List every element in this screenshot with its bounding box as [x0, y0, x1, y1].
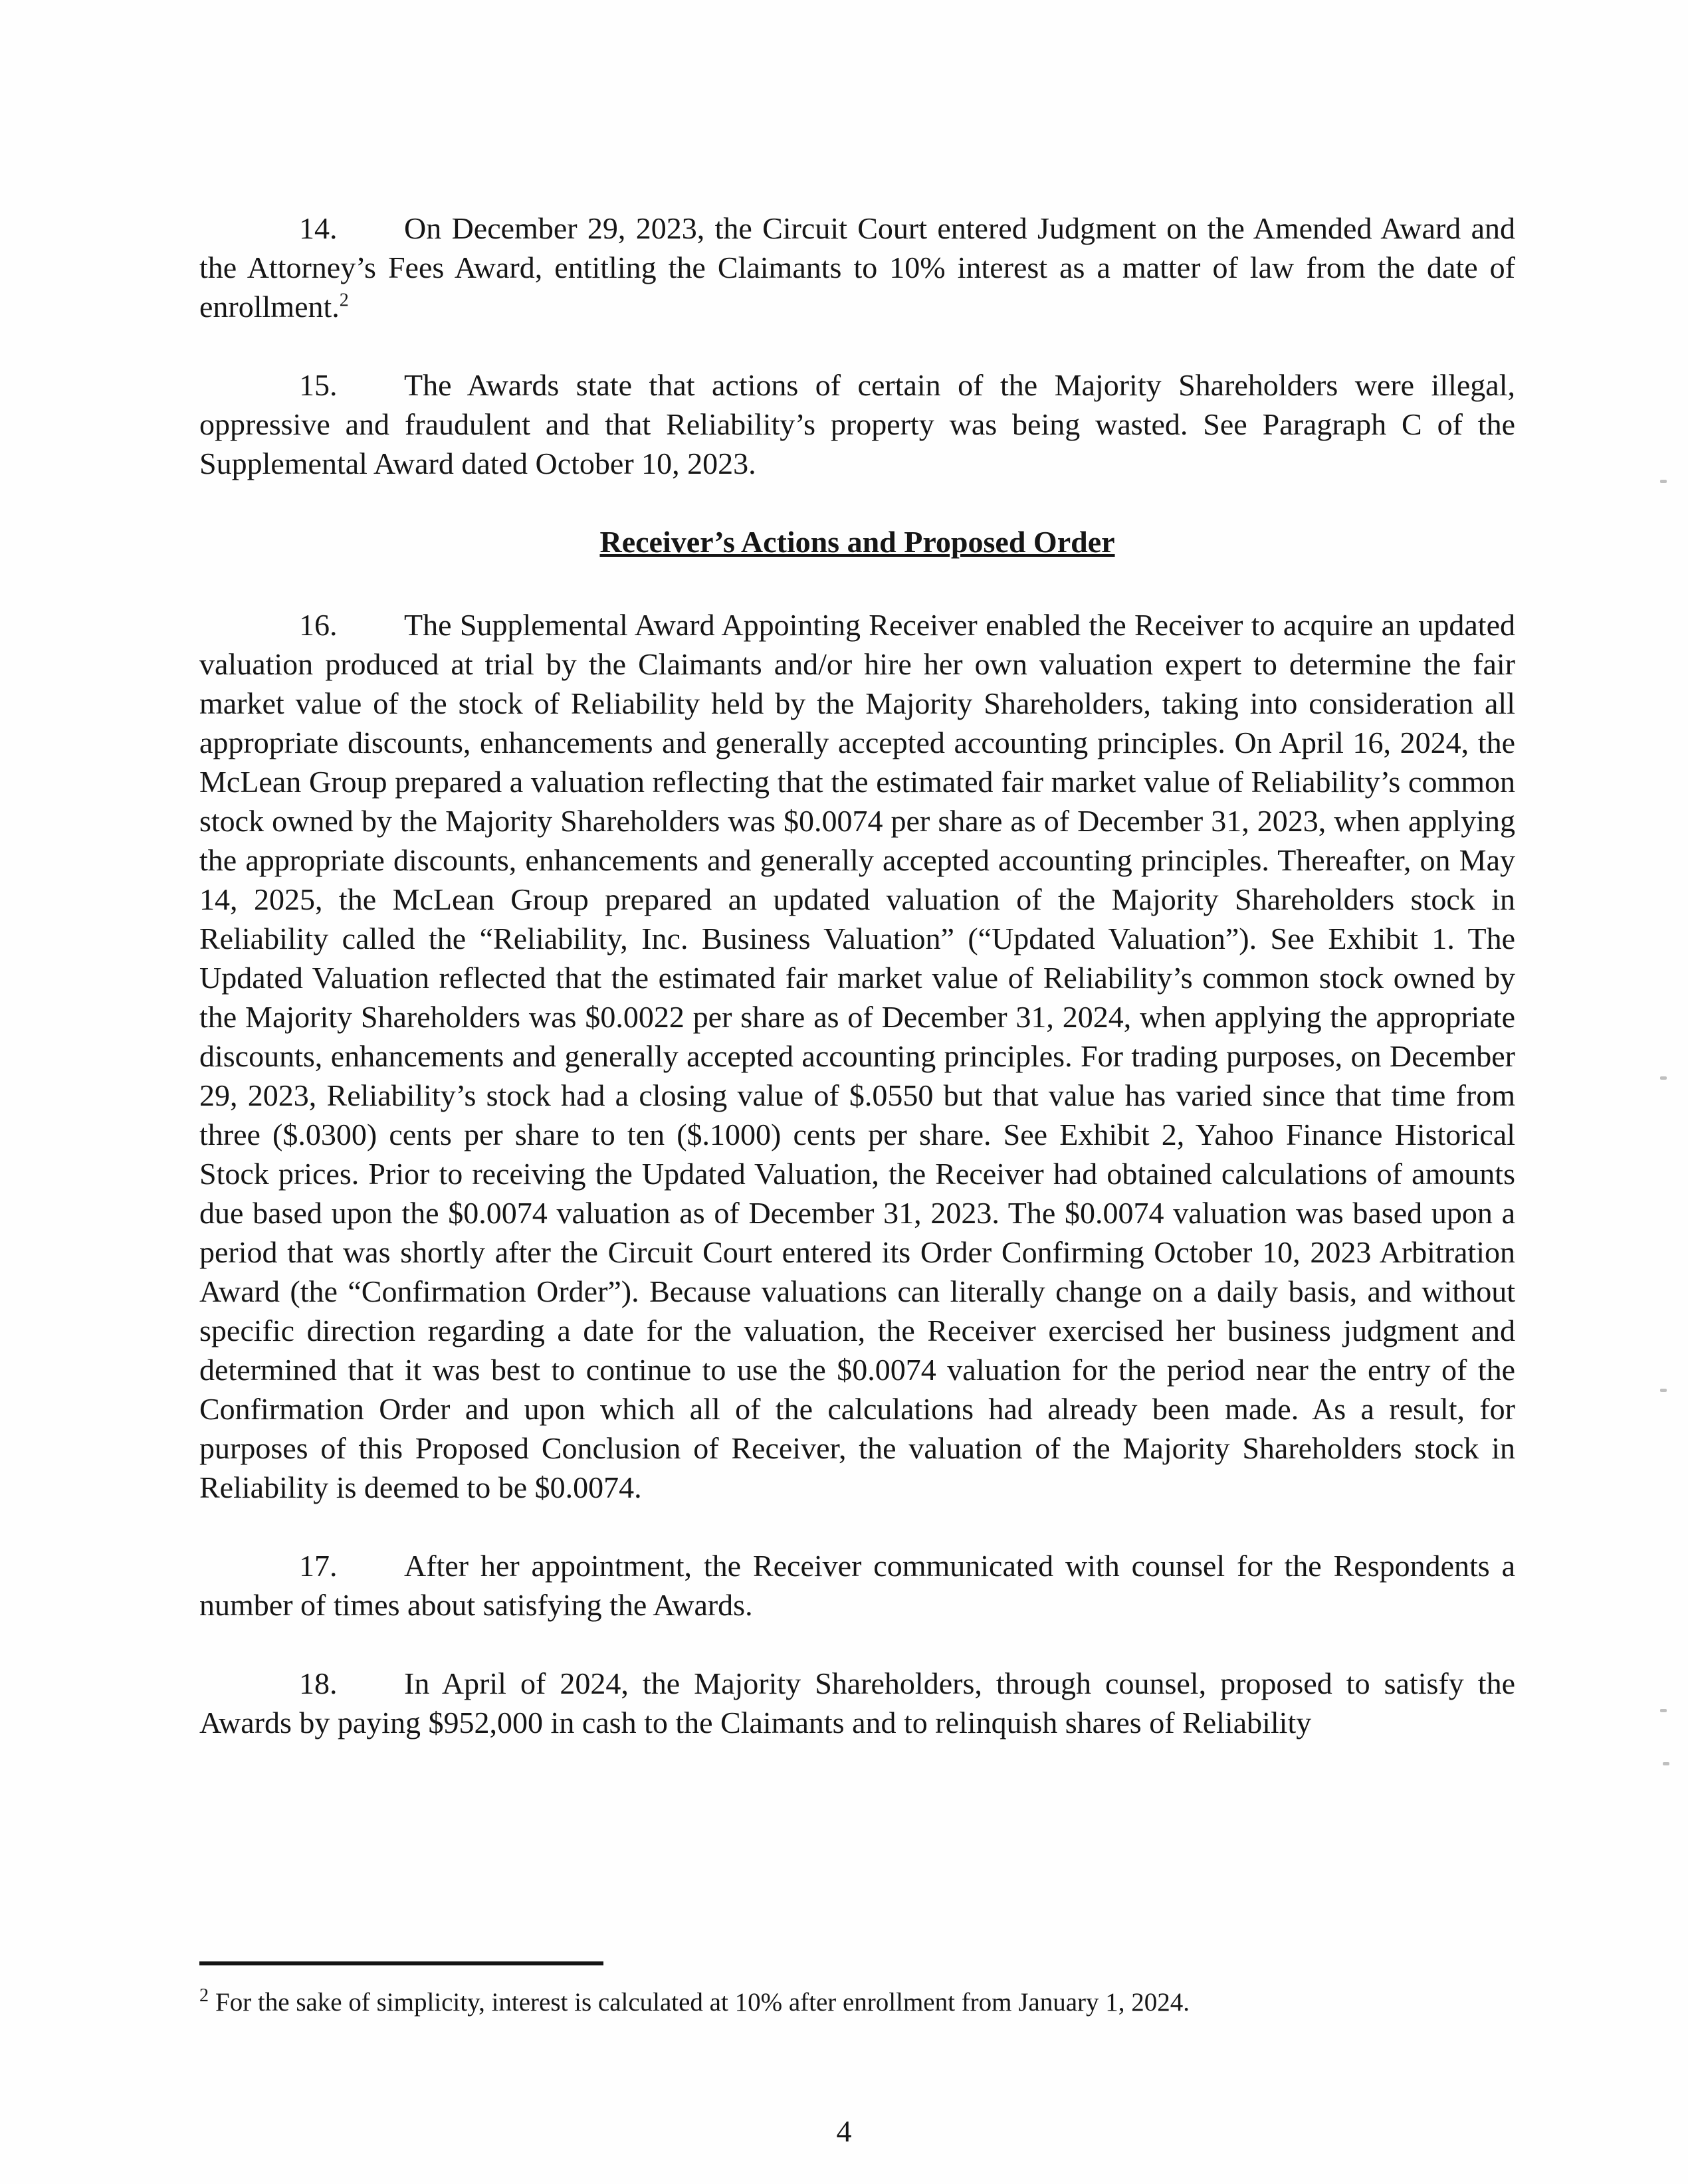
- footnote-text: For the sake of simplicity, interest is calculated at 10% after enrollment from January 1, 2024.: [215, 1988, 1190, 2017]
- paragraph-text: In April of 2024, the Majority Shareholders, through counsel, proposed to satisfy the Awards by paying $952,000 in cash to the Claimants and to relinquish shares of Reliability: [199, 1666, 1515, 1739]
- paragraph-number: 17.: [299, 1549, 338, 1583]
- paragraph-text: The Awards state that actions of certain of the Majority Shareholders were illegal, oppressive and fraudulent and that Reliability’s property was being wasted. See Paragraph C of the Supplemental Award dated October 10, 2023.: [199, 368, 1515, 480]
- paragraph-14: [199, 209, 1515, 326]
- paragraph-number: 14.: [299, 211, 338, 245]
- paragraph-number: 15.: [299, 368, 338, 402]
- paragraph-18: [199, 1664, 1515, 1742]
- scan-artifact: [1660, 1709, 1667, 1712]
- section-heading: [199, 522, 1515, 561]
- paragraph-text: The Supplemental Award Appointing Receiver enabled the Receiver to acquire an updated valuation produced at trial by the Claimants and/or hire her own valuation expert to determine the fair market value of the stock of Reliability held by the Majority Shareholders, taking into consideration all appropriate discounts, enhancements and generally accepted accounting principles. On April 16, 2024, the McLean Group prepared a valuation reflecting that the estimated fair market value of Reliability’s common stock owned by the Majority Shareholders was $0.0074 per share as of December 31, 2023, when applying the appropriate discounts, enhancements and generally accepted accounting principles. Thereafter, on May 14, 2025, the McLean Group prepared an updated valuation of the Majority Shareholders stock in Reliability called the “Reliability, Inc. Business Valuation” (“Updated Valuation”). See Exhibit 1. The Updated Valuation reflected that the estimated fair market value of Reliability’s common stock owned by the Majority Shareholders was $0.0022 per share as of December 31, 2024, when applying the appropriate discounts, enhancements and generally accepted accounting principles. For trading purposes, on December 29, 2023, Reliability’s stock had a closing value of $.0550 but that value has varied since that time from three ($.0300) cents per share to ten ($.1000) cents per share. See Exhibit 2, Yahoo Finance Historical Stock prices. Prior to receiving the Updated Valuation, the Receiver had obtained calculations of amounts due based upon the $0.0074 valuation as of December 31, 2023. The $0.0074 valuation was based upon a period that was shortly after the Circuit Court entered its Order Confirming October 10, 2023 Arbitration Award (the “Confirmation Order”). Because valuations can literally change on a daily basis, and without specific direction regarding a date for the valuation, the Receiver exercised her business judgment and determined that it was best to continue to use the $0.0074 valuation for the period near the entry of the Confirmation Order and upon which all of the calculations had already been made. As a result, for purposes of this Proposed Conclusion of Receiver, the valuation of the Majority Shareholders stock in Reliability is deemed to be $0.0074.: [199, 608, 1515, 1504]
- section-heading-text: Receiver’s Actions and Proposed Order: [599, 525, 1115, 559]
- paragraph-text: After her appointment, the Receiver communicated with counsel for the Respondents a number of times about satisfying the Awards.: [199, 1549, 1515, 1622]
- page-number: 4: [836, 2114, 852, 2148]
- paragraph-15: [199, 365, 1515, 483]
- footnote-marker: 2: [199, 1985, 209, 2006]
- document-body: [199, 209, 1515, 1742]
- scan-artifact: [1660, 480, 1667, 483]
- scan-artifact: [1663, 1762, 1669, 1765]
- footnote-rule: [199, 1961, 603, 1965]
- paragraph-16: [199, 605, 1515, 1507]
- paragraph-number: 18.: [299, 1666, 338, 1700]
- footnote: [199, 1985, 1515, 2020]
- paragraph-17: [199, 1546, 1515, 1625]
- scan-artifact: [1660, 1389, 1667, 1392]
- footnote-reference: 2: [339, 290, 349, 311]
- scan-artifact: [1660, 1076, 1667, 1080]
- paragraph-number: 16.: [299, 608, 338, 642]
- paragraph-text: On December 29, 2023, the Circuit Court entered Judgment on the Amended Award and the Attorney’s Fees Award, entitling the Claimants to 10% interest as a matter of law from the date of enrollment.: [199, 211, 1515, 324]
- footnote-area: [199, 1961, 1515, 2020]
